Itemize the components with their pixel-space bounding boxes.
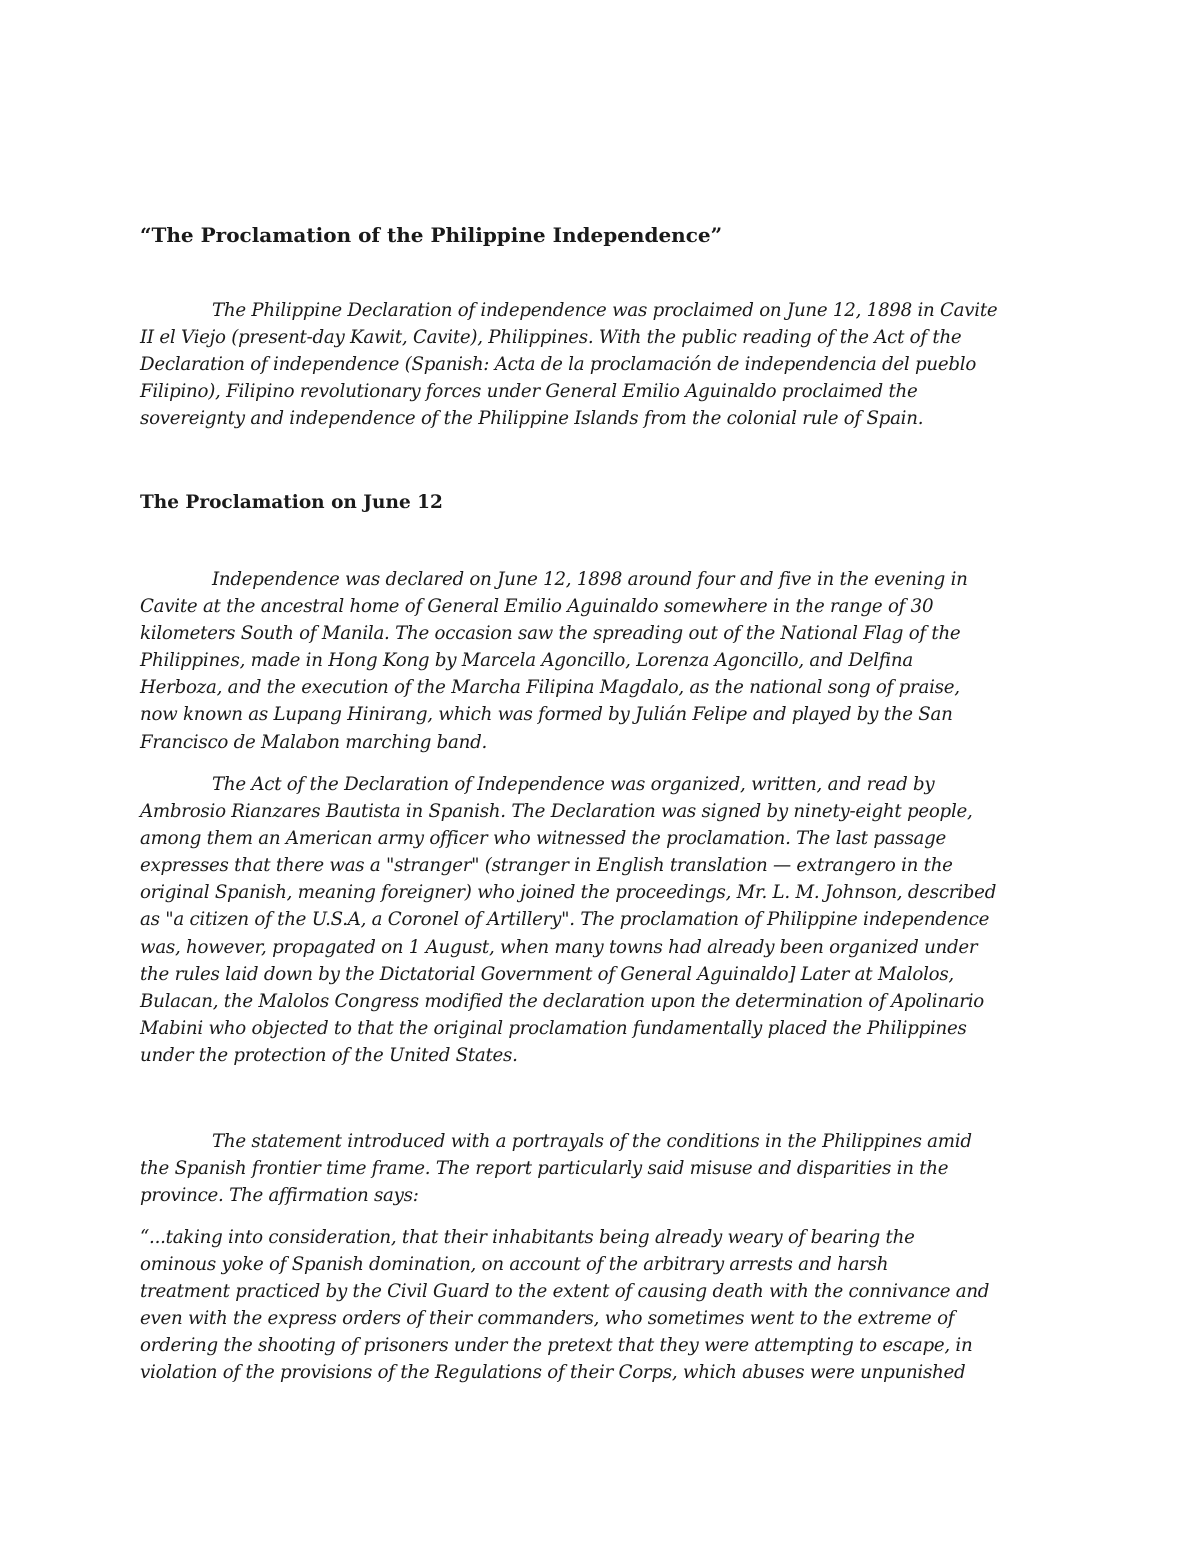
section-heading: The Proclamation on June 12 <box>140 492 443 513</box>
text-line: sovereignty and independence of the Philippine Islands from the colonial rule of Spain. <box>140 408 924 430</box>
text-line: was, however, propagated on 1 August, when many towns had already been organized under <box>140 936 978 958</box>
text-line: II el Viejo (present-day Kawit, Cavite), Philippines. With the public reading of the Act of the <box>140 327 962 349</box>
text-line: Cavite at the ancestral home of General Emilio Aguinaldo somewhere in the range of 30 <box>140 596 934 618</box>
text-line: ordering the shooting of prisoners under the pretext that they were attempting to escape, in <box>140 1335 973 1357</box>
text-line: Declaration of independence (Spanish: Acta de la proclamación de independencia del pueblo <box>140 354 977 376</box>
text-line: ominous yoke of Spanish domination, on account of the arbitrary arrests and harsh <box>140 1254 889 1276</box>
text-line: violation of the provisions of the Regulations of their Corps, which abuses were unpunished <box>140 1362 966 1384</box>
text-line: The statement introduced with a portrayals of the conditions in the Philippines amid <box>212 1131 972 1152</box>
text-line: Mabini who objected to that the original proclamation fundamentally placed the Philippines <box>140 1017 967 1039</box>
text-line: expresses that there was a "stranger" (stranger in English translation — extrangero in the <box>140 855 953 877</box>
text-line: Independence was declared on June 12, 1898 around four and five in the evening in <box>212 569 968 590</box>
paragraph-quotation <box>140 1224 989 1387</box>
paragraph-act-of-declaration <box>140 771 996 1069</box>
text-line: the Spanish frontier time frame. The report particularly said misuse and disparities in the <box>140 1158 949 1180</box>
text-line: Bulacan, the Malolos Congress modified the declaration upon the determination of Apolinario <box>140 990 984 1012</box>
paragraph-declaration <box>140 297 997 432</box>
text-line: as "a citizen of the U.S.A, a Coronel of Artillery". The proclamation of Philippine independence <box>140 909 990 931</box>
text-line: The Act of the Declaration of Independence was organized, written, and read by <box>212 774 935 795</box>
text-line: original Spanish, meaning foreigner) who joined the proceedings, Mr. L. M. Johnson, described <box>140 882 997 904</box>
text-line: now known as Lupang Hinirang, which was formed by Julián Felipe and played by the San <box>140 704 953 726</box>
text-line: province. The affirmation says: <box>140 1185 419 1207</box>
text-line: Herboza, and the execution of the Marcha Filipina Magdalo, as the national song of praise, <box>140 677 960 699</box>
document-title: “The Proclamation of the Philippine Independence” <box>140 223 723 247</box>
text-line: “...taking into consideration, that their inhabitants being already weary of bearing the <box>140 1227 915 1248</box>
paragraph-independence-declared <box>140 566 968 756</box>
text-line: Ambrosio Rianzares Bautista in Spanish. The Declaration was signed by ninety-eight people, <box>140 801 973 823</box>
text-line: Philippines, made in Hong Kong by Marcela Agoncillo, Lorenza Agoncillo, and Delfina <box>140 650 913 672</box>
text-line: among them an American army officer who witnessed the proclamation. The last passage <box>140 828 947 850</box>
text-line: The Philippine Declaration of independence was proclaimed on June 12, 1898 in Cavite <box>212 300 998 321</box>
text-line: kilometers South of Manila. The occasion saw the spreading out of the National Flag of the <box>140 623 961 645</box>
text-line: Filipino), Filipino revolutionary forces under General Emilio Aguinaldo proclaimed the <box>140 381 918 403</box>
text-line: under the protection of the United States. <box>140 1044 518 1066</box>
text-line: treatment practiced by the Civil Guard to the extent of causing death with the connivance and <box>140 1281 990 1303</box>
paragraph-statement <box>140 1128 972 1209</box>
text-line: even with the express orders of their commanders, who sometimes went to the extreme of <box>140 1308 955 1330</box>
text-line: the rules laid down by the Dictatorial Government of General Aguinaldo] Later at Malolos, <box>140 963 954 985</box>
text-line: Francisco de Malabon marching band. <box>140 731 488 753</box>
